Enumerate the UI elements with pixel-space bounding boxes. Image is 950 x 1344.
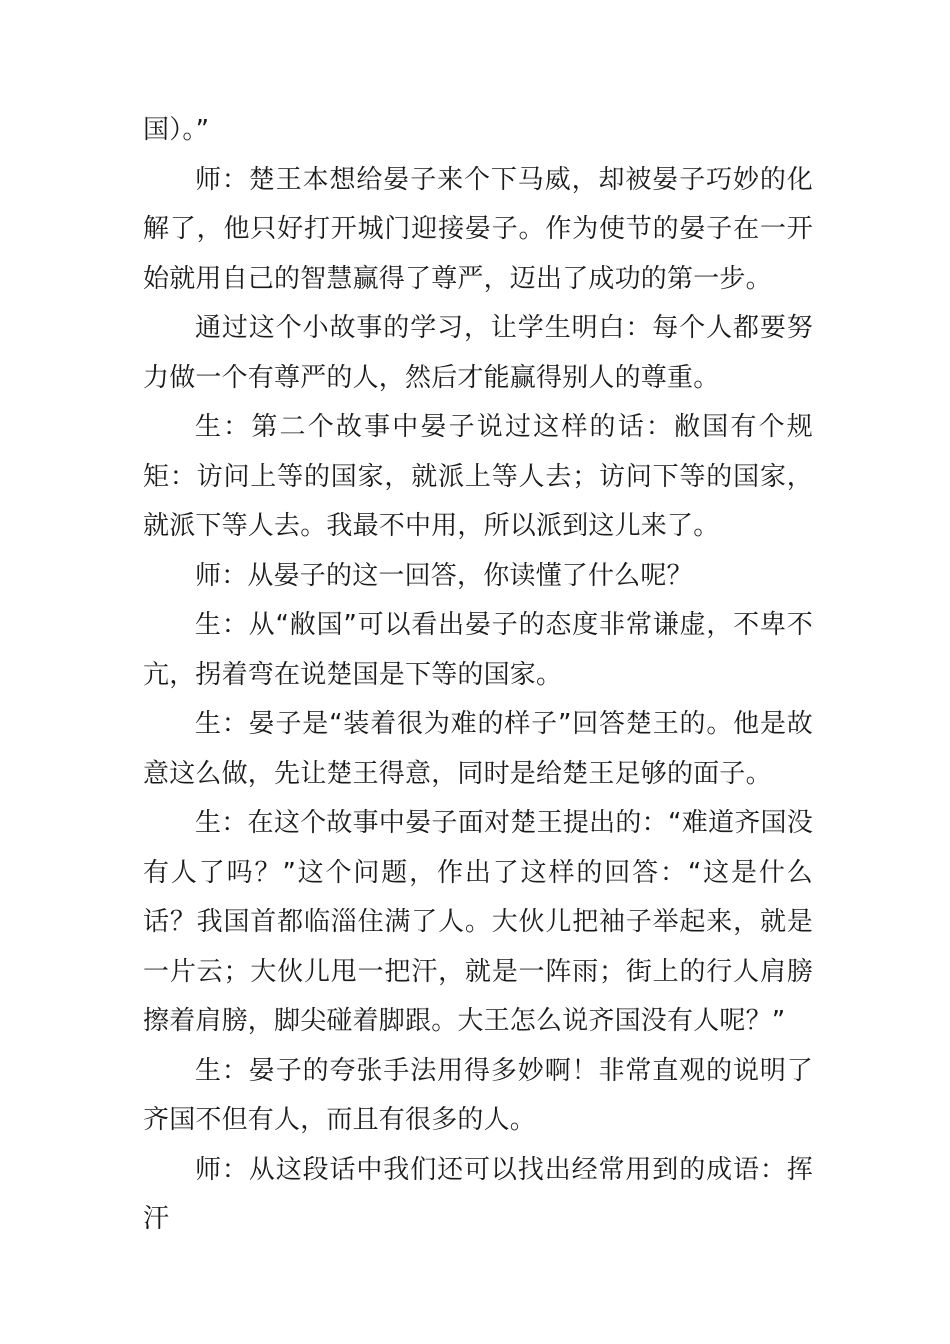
document-body: [143, 106, 813, 1245]
paragraph-student-4: 生：在这个故事中晏子面对楚王提出的：“难道齐国没有人了吗？”这个问题，作出了这样的回答：“这是什么话？我国首都临淄住满了人。大伙儿把袖子举起来，就是一片云；大伙儿甩一把汗，就是一阵雨；街上的行人肩膀擦着肩膀，脚尖碰着脚跟。大王怎么说齐国没有人呢？”: [143, 808, 813, 1036]
paragraph-student-3: 生：晏子是“装着很为难的样子”回答楚王的。他是故意这么做，先让楚王得意，同时是给楚王足够的面子。: [143, 709, 813, 789]
paragraph-teacher-3: 师：从这段话中我们还可以找出经常用到的成语：挥汗: [143, 1154, 813, 1234]
paragraph-student-5: 生：晏子的夸张手法用得多妙啊！非常直观的说明了齐国不但有人，而且有很多的人。: [143, 1055, 813, 1135]
paragraph-student-2: 生：从“敝国”可以看出晏子的态度非常谦虚，不卑不亢，拐着弯在说楚国是下等的国家。: [143, 610, 813, 690]
paragraph-teacher-2: 师：从晏子的这一回答，你读懂了什么呢？: [195, 560, 693, 591]
paragraph-student-1: 生：第二个故事中晏子说过这样的话：敝国有个规矩：访问上等的国家，就派上等人去；访问下等的国家，就派下等人去。我最不中用，所以派到这儿来了。: [143, 412, 813, 541]
paragraph-summary: 通过这个小故事的学习，让学生明白：每个人都要努力做一个有尊严的人，然后才能赢得别人的尊重。: [143, 313, 813, 393]
paragraph-continuation: 国）。”: [143, 115, 210, 145]
paragraph-teacher-1: 师：楚王本想给晏子来个下马威，却被晏子巧妙的化解了，他只好打开城门迎接晏子。作为使节的晏子在一开始就用自己的智慧赢得了尊严，迈出了成功的第一步。: [143, 164, 813, 294]
